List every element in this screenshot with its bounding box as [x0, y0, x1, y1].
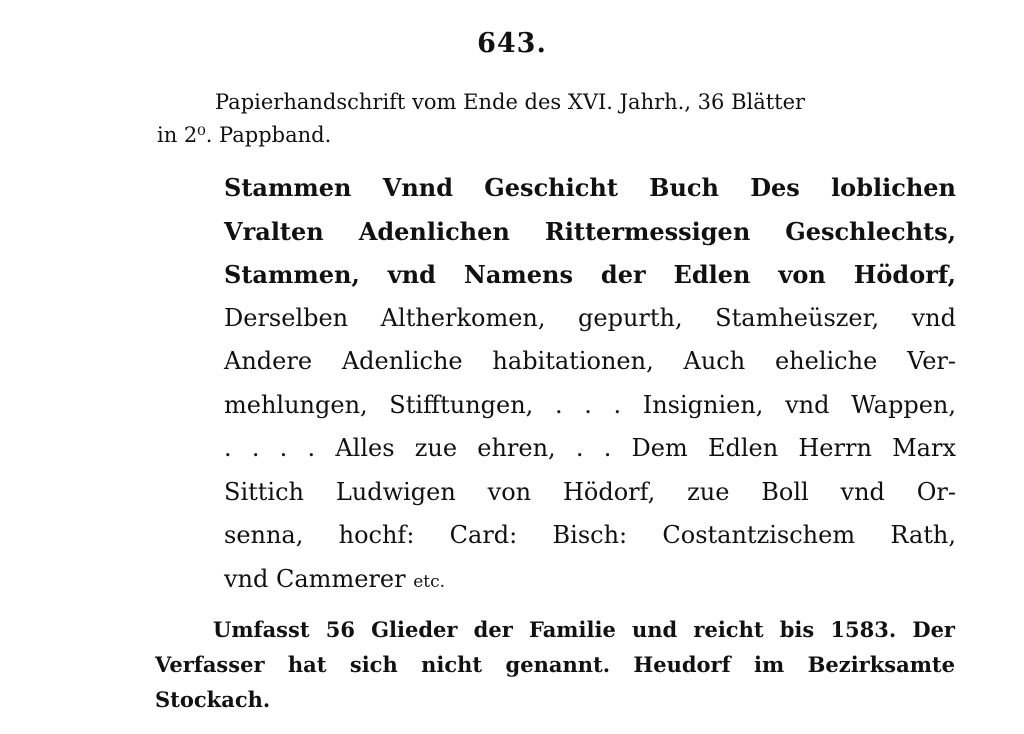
title-bold-line: Vralten Adenlichen Rittermessigen Geschlechts,	[224, 216, 956, 246]
title-line: Sittich Ludwigen von Hödorf, zue Boll vnd Or-	[224, 477, 956, 506]
title-line: Derselben Altherkomen, gepurth, Stamheüszer, vnd	[224, 303, 956, 332]
manuscript-description	[155, 612, 955, 717]
page-number: 643.	[477, 28, 547, 59]
title-line: senna, hochf: Card: Bisch: Costantzischem Rath,	[224, 521, 956, 549]
intro-line: Papierhandschrift vom Ende des XVI. Jahrh., 36 Blätter	[215, 90, 806, 114]
title-last-line	[224, 558, 956, 605]
intro-line: in 2⁰. Pappband.	[157, 123, 332, 147]
title-last-line-suffix: etc.	[413, 571, 446, 592]
description-line: Verfasser hat sich nicht genannt. Heudorf im Bezirksamte	[155, 652, 955, 677]
description-last-line: Stockach.	[155, 687, 271, 712]
title-line: mehlungen, Stifftungen, . . . Insignien, vnd Wappen,	[224, 390, 956, 419]
title-bold-line: Stammen, vnd Namens der Edlen von Hödorf,	[224, 260, 956, 289]
manuscript-title	[224, 166, 956, 604]
description-line: Umfasst 56 Glieder der Familie und reicht bis 1583. Der	[213, 617, 955, 642]
title-line: Andere Adenliche habitationen, Auch eheliche Ver-	[224, 347, 956, 375]
title-bold-line: Stammen Vnnd Geschicht Buch Des loblichen	[224, 173, 956, 202]
title-last-line-text: vnd Cammerer	[224, 564, 406, 593]
manuscript-intro	[157, 86, 957, 152]
title-line: . . . . Alles zue ehren, . . Dem Edlen Herrn Marx	[224, 434, 956, 462]
